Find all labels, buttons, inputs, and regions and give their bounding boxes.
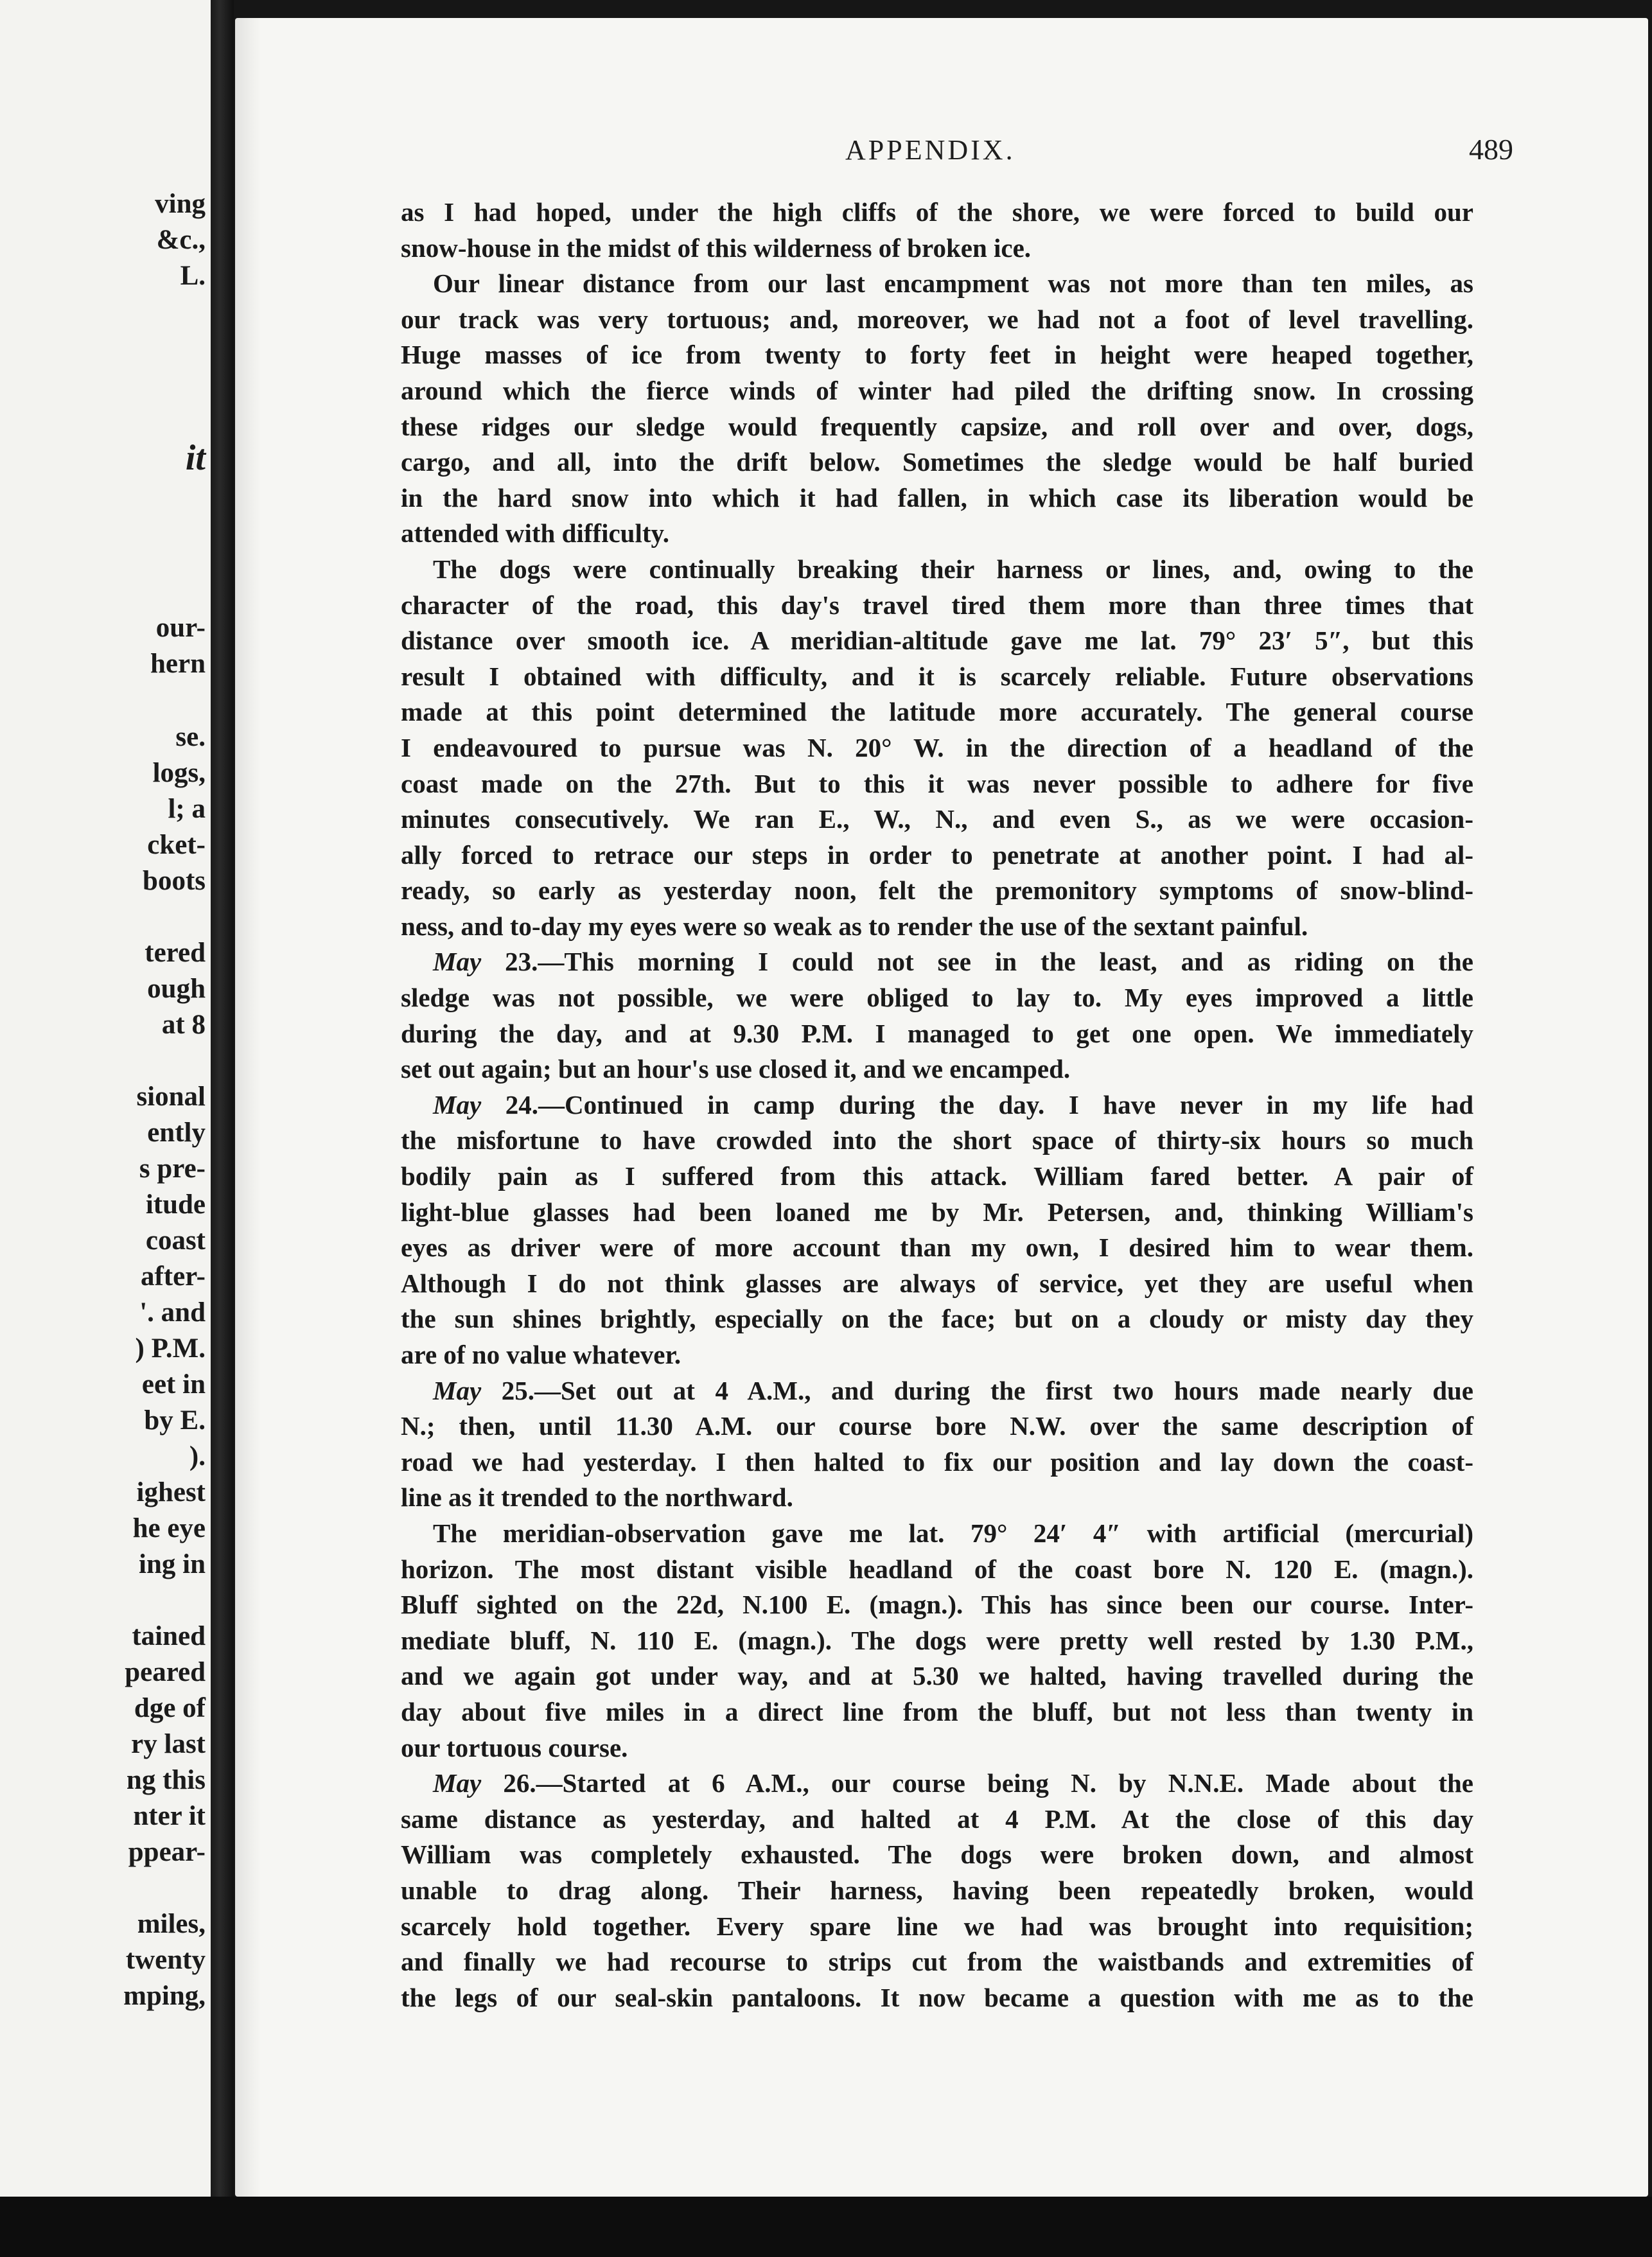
text-line: the legs of our seal-skin pantaloons. It now became a question with me as to the	[401, 1982, 1473, 2012]
book-page	[235, 18, 1648, 2197]
facing-page-fragment: coast	[145, 1225, 206, 1256]
facing-page-fragment: boots	[143, 866, 206, 896]
text-line: our tortuous course.	[401, 1732, 628, 1762]
text-line: I endeavoured to pursue was N. 20° W. in the direction of a headland of the	[401, 732, 1473, 762]
text-line: made at this point determined the latitude more accurately. The general course	[401, 697, 1473, 727]
text-line: N.; then, until 11.30 A.M. our course bore N.W. over the same description of	[401, 1411, 1473, 1441]
facing-page-fragment: ing in	[139, 1549, 206, 1579]
facing-page-fragment: ry last	[131, 1729, 206, 1759]
text-line	[401, 1766, 1473, 1802]
text-line	[401, 1373, 1473, 1409]
facing-page-fragment: nter it	[133, 1801, 206, 1831]
text-line: eyes as driver were of more account than my own, I desired him to wear them.	[401, 1233, 1473, 1263]
facing-page-fragment: itude	[145, 1190, 206, 1220]
facing-page-fragment: cket-	[147, 830, 206, 860]
facing-page-fragment: it	[185, 438, 206, 478]
entry-text: 24.—Continued in camp during the day. I have never in my life had	[481, 1089, 1473, 1120]
text-line: set out again; but an hour's use closed it, and we encamped.	[401, 1054, 1071, 1084]
facing-page-left	[0, 0, 211, 2197]
facing-page-fragment: tained	[132, 1621, 206, 1651]
facing-page-fragment: by E.	[144, 1405, 206, 1436]
text-line: as I had hoped, under the high cliffs of the shore, we were forced to build our	[401, 197, 1473, 227]
running-head: APPENDIX.	[845, 134, 1015, 166]
text-line: William was completely exhausted. The dogs were broken down, and almost	[401, 1840, 1473, 1870]
text-line: road we had yesterday. I then halted to fix our position and lay down the coast-	[401, 1446, 1473, 1477]
text-line: these ridges our sledge would frequently capsize, and roll over and over, dogs,	[401, 411, 1473, 441]
page-shadow	[235, 18, 261, 2197]
facing-page-fragment: after-	[140, 1261, 206, 1292]
text-line: ready, so early as yesterday noon, felt the premonitory symptoms of snow-blind-	[401, 875, 1473, 906]
text-line: distance over smooth ice. A meridian-altitude gave me lat. 79° 23′ 5″, but this	[401, 626, 1473, 656]
facing-page-fragment: ).	[189, 1441, 206, 1471]
text-line: and finally we had recourse to strips cut from the waistbands and extremities of	[401, 1947, 1473, 1977]
entry-date-label: May	[433, 1768, 482, 1798]
facing-page-fragment: &c.,	[156, 225, 206, 255]
text-line: in the hard snow into which it had fallen, in which case its liberation would be	[401, 482, 1473, 513]
text-line: Although I do not think glasses are always of service, yet they are useful when	[401, 1268, 1473, 1298]
facing-page-fragment: dge of	[134, 1693, 206, 1723]
text-line: the sun shines brightly, especially on the face; but on a cloudy or misty day they	[401, 1304, 1473, 1334]
text-line: around which the fierce winds of winter had piled the drifting snow. In crossing	[401, 375, 1473, 405]
text-line: bodily pain as I suffered from this attack. William fared better. A pair of	[401, 1161, 1473, 1191]
text-line: line as it trended to the northward.	[401, 1482, 793, 1513]
facing-page-fragment: mping,	[123, 1981, 206, 2011]
facing-page-fragment: ) P.M.	[135, 1333, 206, 1364]
text-line: character of the road, this day's travel tired them more than three times that	[401, 590, 1473, 620]
entry-text: 25.—Set out at 4 A.M., and during the first two hours made nearly due	[481, 1375, 1473, 1405]
text-line: attended with difficulty.	[401, 518, 669, 549]
text-line: Bluff sighted on the 22d, N.100 E. (magn.). This has since been our course. Inter-	[401, 1590, 1473, 1620]
text-line: unable to drag along. Their harness, having been repeatedly broken, would	[401, 1875, 1473, 1905]
entry-date-label: May	[433, 1089, 482, 1120]
facing-page-fragment: ng this	[126, 1765, 206, 1795]
text-line: same distance as yesterday, and halted at 4 P.M. At the close of this day	[401, 1804, 1473, 1834]
facing-page-fragment: our-	[155, 613, 206, 643]
text-line: The dogs were continually breaking their harness or lines, and, owing to the	[433, 554, 1473, 584]
entry-text: 26.—Started at 6 A.M., our course being N. by N.N.E. Made about the	[481, 1768, 1473, 1798]
text-line: sledge was not possible, we were obliged to lay to. My eyes improved a little	[401, 983, 1473, 1013]
facing-page-fragment: peared	[125, 1657, 206, 1687]
facing-page-fragment: L.	[180, 261, 206, 291]
text-line: The meridian-observation gave me lat. 79° 24′ 4″ with artificial (mercurial)	[433, 1518, 1473, 1548]
text-line: result I obtained with difficulty, and it is scarcely reliable. Future observations	[401, 661, 1473, 691]
facing-page-fragment: eet in	[141, 1369, 206, 1400]
text-line: snow-house in the midst of this wilderness of broken ice.	[401, 233, 1032, 263]
entry-text: 23.—This morning I could not see in the least, and as riding on the	[481, 947, 1473, 977]
facing-page-fragment: ppear-	[128, 1837, 206, 1867]
facing-page-fragment: s pre-	[139, 1154, 206, 1184]
text-line: Our linear distance from our last encampment was not more than ten miles, as	[433, 268, 1473, 299]
facing-page-fragment: hern	[150, 649, 206, 679]
facing-page-fragment: ough	[147, 974, 206, 1004]
facing-page-fragment: twenty	[125, 1945, 206, 1975]
scan-bottom-edge	[0, 2197, 1652, 2257]
text-line: cargo, and all, into the drift below. Sometimes the sledge would be half buried	[401, 447, 1473, 477]
text-line: scarcely hold together. Every spare line we had was brought into requisition;	[401, 1911, 1473, 1941]
text-line: coast made on the 27th. But to this it was never possible to adhere for five	[401, 768, 1473, 798]
text-line: ally forced to retrace our steps in order to penetrate at another point. I had al-	[401, 839, 1473, 870]
text-line	[401, 1087, 1473, 1123]
text-line	[401, 944, 1473, 980]
facing-page-fragment: sional	[136, 1082, 206, 1112]
facing-page-fragment: miles,	[137, 1909, 206, 1939]
page-number: 489	[1469, 133, 1513, 166]
facing-page-fragment: se.	[175, 722, 206, 752]
facing-page-fragment: he eye	[132, 1513, 206, 1543]
facing-page-fragment: '. and	[139, 1297, 206, 1328]
text-line: horizon. The most distant visible headland of the coast bore N. 120 E. (magn.).	[401, 1554, 1473, 1584]
body-text	[401, 195, 1473, 2015]
text-line: during the day, and at 9.30 P.M. I managed to get one open. We immediately	[401, 1018, 1473, 1048]
text-line: day about five miles in a direct line from the bluff, but not less than twenty in	[401, 1696, 1473, 1726]
book-gutter	[211, 0, 234, 2257]
text-line: our track was very tortuous; and, moreover, we had not a foot of level travelling.	[401, 304, 1473, 334]
text-line: are of no value whatever.	[401, 1340, 681, 1369]
entry-date-label: May	[433, 947, 482, 977]
text-line: and we again got under way, and at 5.30 we halted, having travelled during the	[401, 1661, 1473, 1691]
text-line: ness, and to-day my eyes were so weak as to render the use of the sextant painful.	[401, 911, 1308, 941]
facing-page-fragment: ighest	[136, 1477, 206, 1507]
facing-page-fragment: l; a	[168, 794, 206, 824]
text-line: Huge masses of ice from twenty to forty feet in height were heaped together,	[401, 340, 1473, 370]
facing-page-fragment: at 8	[161, 1010, 206, 1040]
text-line: light-blue glasses had been loaned me by Mr. Petersen, and, thinking William's	[401, 1197, 1473, 1227]
text-line: mediate bluff, N. 110 E. (magn.). The dogs were pretty well rested by 1.30 P.M.,	[401, 1625, 1473, 1655]
facing-page-fragment: tered	[145, 938, 206, 968]
facing-page-fragment: ving	[155, 189, 206, 219]
entry-date-label: May	[433, 1375, 482, 1405]
facing-page-fragment: logs,	[152, 758, 206, 788]
facing-page-fragment: ently	[147, 1118, 206, 1148]
text-line: the misfortune to have crowded into the short space of thirty-six hours so much	[401, 1125, 1473, 1155]
text-line: minutes consecutively. We ran E., W., N., and even S., as we were occasion-	[401, 804, 1473, 834]
